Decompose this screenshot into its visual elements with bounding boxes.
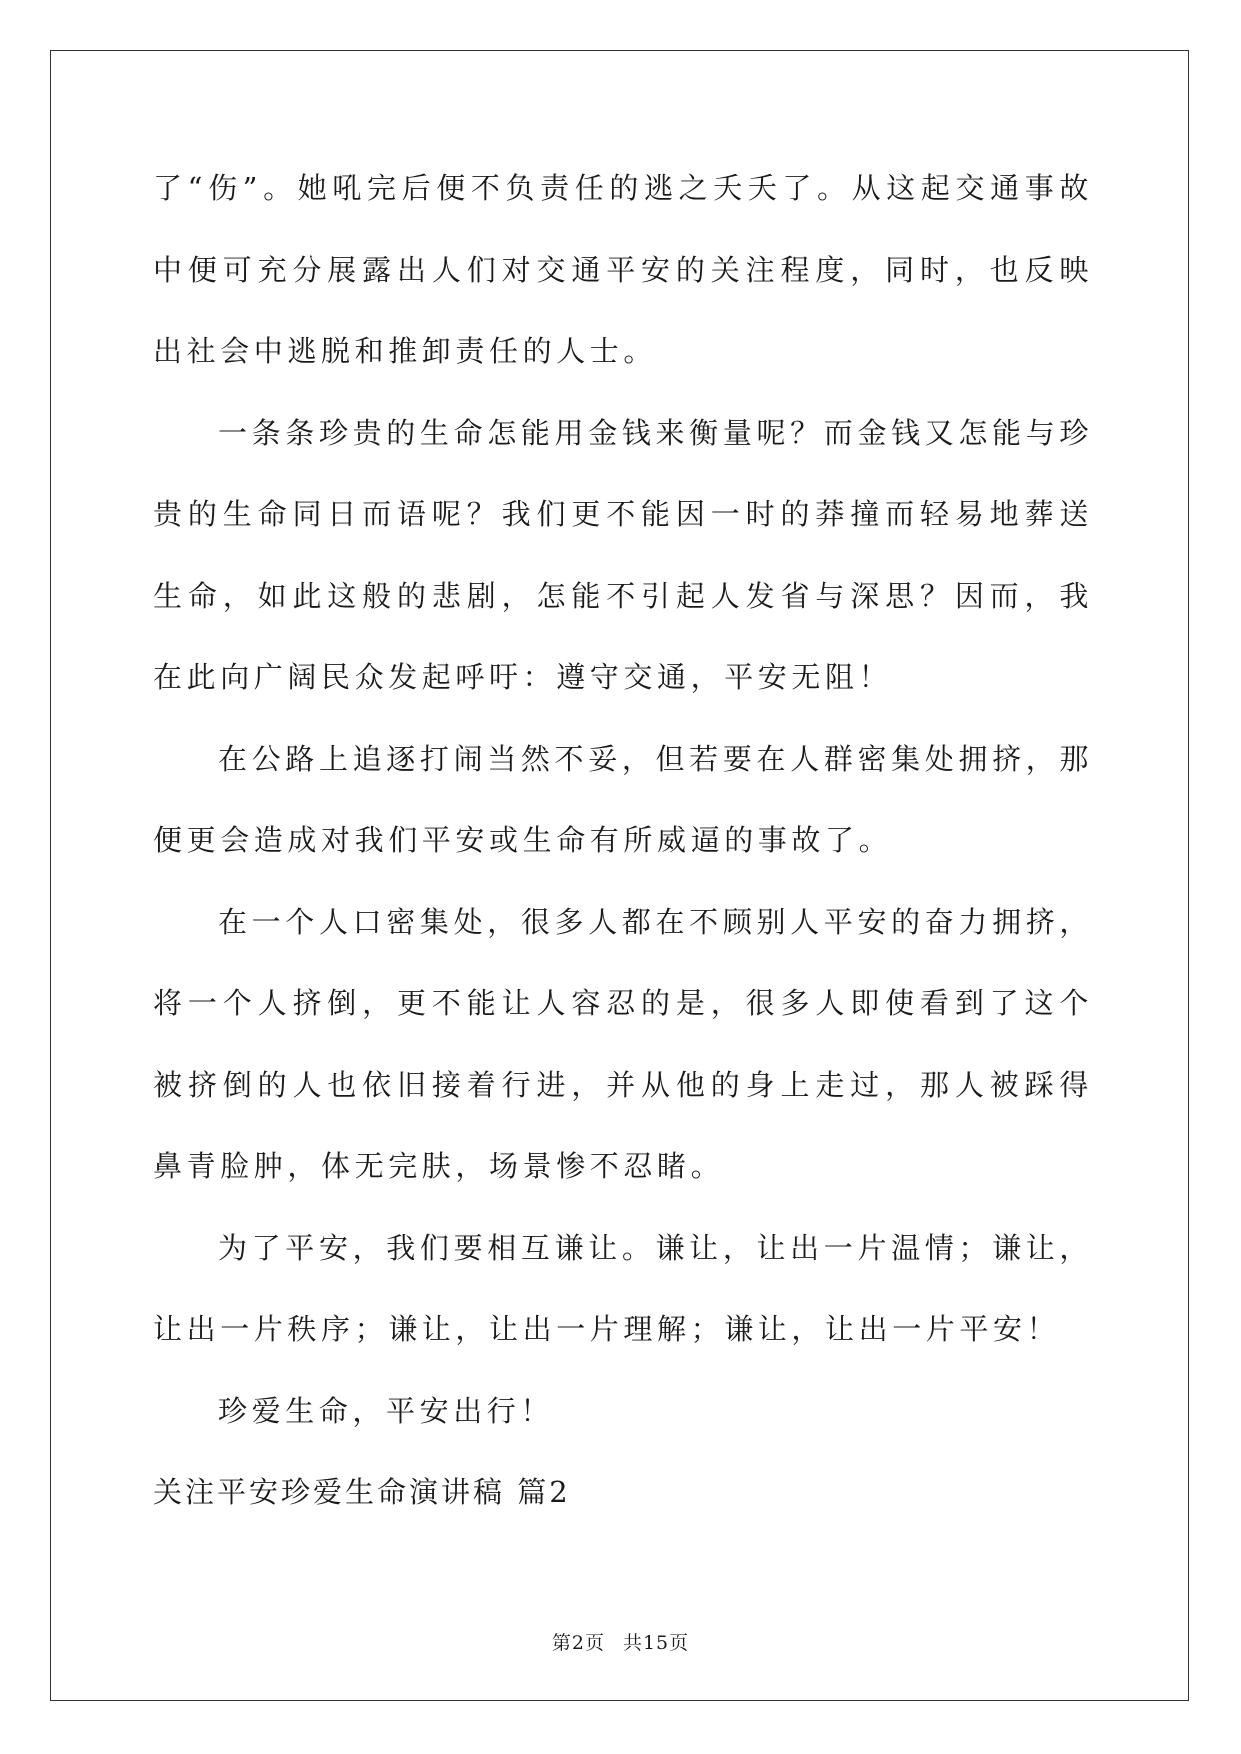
page-number: 第2页	[551, 1632, 605, 1654]
document-body	[153, 148, 1093, 1534]
paragraph-5: 为了平安，我们要相互谦让。谦让，让出一片温情；谦让，让出一片秩序；谦让，让出一片理解；谦让，让出一片平安！	[153, 1230, 1093, 1346]
page-footer	[0, 1628, 1241, 1655]
paragraph-6: 珍爱生命，平安出行！	[218, 1393, 555, 1428]
section-heading: 关注平安珍爱生命演讲稿 篇2	[153, 1475, 571, 1509]
paragraph-3: 在公路上追逐打闹当然不妥，但若要在人群密集处拥挤，那便更会造成对我们平安或生命有所威逼的事故了。	[153, 741, 1093, 857]
paragraph-4: 在一个人口密集处，很多人都在不顾别人平安的奋力拥挤，将一个人挤倒，更不能让人容忍的是，很多人即使看到了这个被挤倒的人也依旧接着行进，并从他的身上走过，那人被踩得鼻青脸肿，体无完肤，场景惨不忍睹。	[153, 904, 1093, 1183]
paragraph-2: 一条条珍贵的生命怎能用金钱来衡量呢？而金钱又怎能与珍贵的生命同日而语呢？我们更不能因一时的莽撞而轻易地葬送生命，如此这般的悲剧，怎能不引起人发省与深思？因而，我在此向广阔民众发起呼吁：遵守交通，平安无阻！	[153, 415, 1093, 694]
page-total: 共15页	[622, 1632, 690, 1654]
paragraph-1: 了“伤”。她吼完后便不负责任的逃之夭夭了。从这起交通事故中便可充分展露出人们对交通平安的关注程度，同时，也反映出社会中逃脱和推卸责任的人士。	[153, 171, 1093, 368]
